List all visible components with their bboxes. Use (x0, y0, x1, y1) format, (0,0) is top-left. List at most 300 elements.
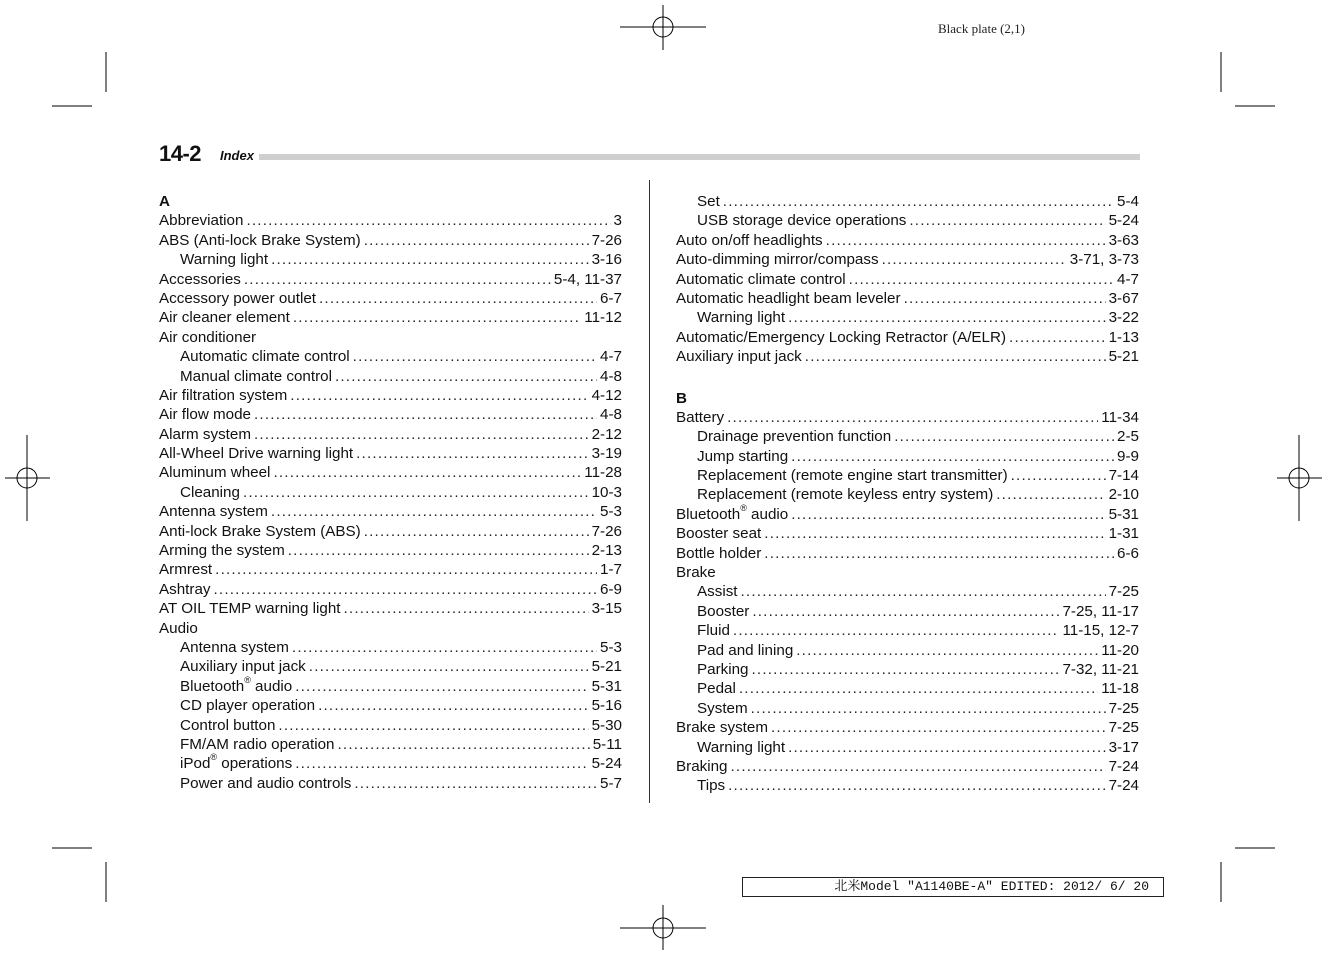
index-entry (159, 425, 622, 444)
entry-label (697, 447, 788, 466)
entry-label-text: AT OIL TEMP warning light (159, 600, 341, 618)
entry-label-text: Anti-lock Brake System (ABS) (159, 522, 361, 540)
entry-label (159, 502, 268, 521)
page-reference: 11-18 (1101, 680, 1139, 698)
dot-leader (254, 405, 597, 424)
index-entry (159, 231, 622, 250)
page-reference: 3-16 (591, 251, 622, 269)
entry-label-text: Warning light (697, 738, 786, 756)
index-entry (159, 619, 622, 638)
index-subentry (676, 660, 1139, 679)
entry-label (159, 599, 340, 618)
dot-leader (353, 347, 597, 366)
entry-label-text: Accessories (159, 270, 241, 288)
entry-label (180, 483, 240, 502)
page-reference: 5-21 (591, 658, 622, 676)
entry-label-suffix: audio (250, 677, 293, 695)
entry-label-text: Replacement (remote keyless entry system) (697, 486, 994, 504)
registered-mark: ® (740, 502, 747, 513)
dot-leader (904, 289, 1106, 308)
entry-label-text: Accessory power outlet (159, 289, 317, 307)
entry-label (180, 250, 268, 269)
index-entry (159, 463, 622, 482)
index-subentry (676, 308, 1139, 327)
page-reference: 7-25, 11-17 (1062, 602, 1139, 620)
entry-label (180, 638, 289, 657)
index-subentry (676, 192, 1139, 211)
dot-leader (290, 386, 588, 405)
dot-leader (1011, 466, 1106, 485)
index-subentry (159, 754, 622, 773)
entry-label (676, 231, 823, 250)
entry-label-text: Brake system (676, 719, 768, 737)
index-entry (676, 250, 1139, 269)
entry-label (697, 699, 748, 718)
page-reference: 6-9 (600, 580, 622, 598)
page-reference: 6-6 (1117, 544, 1139, 562)
page-reference: 2-10 (1108, 486, 1139, 504)
dot-leader (741, 582, 1106, 601)
index-entry (676, 757, 1139, 776)
dot-leader (882, 250, 1067, 269)
entry-label-text: Armrest (159, 561, 213, 579)
entry-label (159, 444, 353, 463)
index-subentry (159, 716, 622, 735)
entry-label (676, 347, 802, 366)
entry-label (697, 660, 749, 679)
entry-label (159, 386, 287, 405)
dot-leader (739, 679, 1098, 698)
entry-label-text: Aluminum wheel (159, 464, 271, 482)
index-subentry (676, 447, 1139, 466)
index-subentry (676, 485, 1139, 504)
dot-leader (244, 270, 551, 289)
page-reference: 5-3 (600, 503, 622, 521)
page-reference: 4-8 (600, 367, 622, 385)
entry-label (676, 718, 768, 737)
entry-label-text: Jump starting (697, 447, 789, 465)
dot-leader (788, 738, 1106, 757)
index-entry (159, 405, 622, 424)
index-entry (159, 599, 622, 618)
dot-leader (733, 621, 1060, 640)
dot-leader (751, 699, 1106, 718)
dot-leader (246, 211, 610, 230)
index-subentry (676, 621, 1139, 640)
entry-label (676, 524, 761, 543)
entry-label-text: Bluetooth (180, 677, 245, 695)
index-subentry (159, 735, 622, 754)
entry-label-text: Automatic climate control (676, 270, 846, 288)
dot-leader (771, 718, 1106, 737)
entry-label-text: Antenna system (159, 503, 268, 521)
index-subentry (159, 638, 622, 657)
entry-label-text: B (676, 389, 687, 407)
dot-leader (752, 660, 1060, 679)
entry-label (697, 602, 749, 621)
entry-label (697, 582, 738, 601)
page-reference: 4-7 (1117, 270, 1139, 288)
entry-label (159, 405, 251, 424)
index-subentry (159, 347, 622, 366)
dot-leader (728, 776, 1105, 795)
index-subentry (676, 466, 1139, 485)
dot-leader (254, 425, 589, 444)
page-reference: 5-4 (1117, 193, 1139, 210)
entry-label (159, 289, 316, 308)
column-divider (649, 180, 650, 803)
index-letter-heading (159, 192, 622, 211)
dot-leader (292, 638, 597, 657)
dot-leader (214, 580, 598, 599)
dot-leader (731, 757, 1106, 776)
entry-label (159, 192, 170, 211)
dot-leader (764, 544, 1114, 563)
plate-label: Black plate (2,1) (938, 21, 1025, 36)
entry-label (697, 466, 1008, 485)
entry-label (697, 192, 720, 211)
entry-label-text: Pedal (697, 680, 736, 698)
index-subentry (159, 483, 622, 502)
entry-label (697, 738, 785, 757)
index-subentry (676, 699, 1139, 718)
entry-label-text: Air cleaner element (159, 309, 290, 327)
page-reference: 4-12 (591, 386, 622, 404)
dot-leader (727, 408, 1098, 427)
dot-leader (318, 696, 589, 715)
page-reference: 7-25 (1108, 699, 1139, 717)
index-subentry (676, 679, 1139, 698)
page-reference: 7-26 (591, 231, 622, 249)
entry-label (180, 657, 306, 676)
page-reference: 3-15 (591, 600, 622, 618)
index-column-left (159, 192, 622, 793)
entry-label (697, 776, 725, 795)
entry-label-text: Air flow mode (159, 406, 252, 424)
index-subentry (676, 582, 1139, 601)
entry-label (180, 367, 332, 386)
dot-leader (796, 641, 1098, 660)
header-rule (259, 154, 1140, 160)
dot-leader (805, 347, 1106, 366)
dot-leader (278, 716, 588, 735)
index-subentry (676, 602, 1139, 621)
entry-label (159, 270, 241, 289)
dot-leader (1009, 328, 1106, 347)
index-entry (676, 289, 1139, 308)
dot-leader (894, 427, 1114, 446)
entry-label (180, 347, 350, 366)
entry-label (159, 211, 243, 230)
index-subentry (159, 657, 622, 676)
page-reference: 11-20 (1101, 641, 1139, 659)
entry-label-text: iPod (180, 755, 211, 773)
page-reference: 5-31 (1108, 505, 1139, 523)
dot-leader (909, 211, 1105, 230)
index-entry (159, 328, 622, 347)
entry-label-text: Warning light (697, 309, 786, 327)
entry-label-text: Parking (697, 660, 749, 678)
index-column-right (676, 192, 1139, 796)
dot-leader (356, 444, 588, 463)
page-reference: 7-24 (1108, 757, 1139, 775)
entry-label (159, 463, 270, 482)
dot-leader (788, 308, 1106, 327)
entry-label-text: Auxiliary input jack (180, 658, 306, 676)
page-reference: 11-12 (584, 309, 622, 327)
dot-leader (271, 250, 589, 269)
index-subentry (676, 738, 1139, 757)
entry-label (180, 754, 292, 773)
page-reference: 5-3 (600, 638, 622, 656)
dot-leader (288, 541, 589, 560)
entry-label (676, 757, 728, 776)
entry-label-text: Abbreviation (159, 212, 244, 230)
page-reference: 3-67 (1108, 289, 1139, 307)
dot-leader (791, 447, 1114, 466)
entry-label (676, 328, 1006, 347)
page-reference: 11-28 (584, 464, 622, 482)
dot-leader (343, 599, 588, 618)
index-entry (676, 270, 1139, 289)
page-reference: 3-71, 3-73 (1069, 251, 1139, 269)
page-header (159, 141, 1140, 166)
entry-label (676, 563, 716, 582)
index-subentry (676, 776, 1139, 795)
entry-label-text: Booster seat (676, 525, 762, 543)
entry-label (180, 735, 334, 754)
entry-label-text: Cleaning (180, 483, 240, 501)
dot-leader (215, 560, 597, 579)
entry-label (676, 289, 901, 308)
page-reference: 5-31 (591, 677, 622, 695)
section-title: Index (220, 148, 254, 163)
index-entry (159, 444, 622, 463)
index-entry (159, 308, 622, 327)
dot-leader (271, 502, 597, 521)
index-entry (159, 270, 622, 289)
index-entry (159, 386, 622, 405)
entry-label (676, 408, 724, 427)
page-reference: 11-34 (1101, 408, 1139, 426)
entry-label-text: All-Wheel Drive warning light (159, 445, 354, 463)
entry-label-text: Power and audio controls (180, 774, 352, 792)
entry-label (180, 774, 351, 793)
dot-leader (293, 308, 581, 327)
entry-label-text: Set (697, 193, 720, 210)
entry-label-text: System (697, 699, 748, 717)
entry-label-text: Automatic headlight beam leveler (676, 289, 901, 307)
entry-label-text: A (159, 193, 170, 210)
entry-label-text: Brake (676, 564, 716, 582)
entry-label-text: Bluetooth (676, 505, 741, 523)
entry-label (697, 308, 785, 327)
index-subentry (159, 250, 622, 269)
page-reference: 3-22 (1108, 309, 1139, 327)
index-entry (676, 347, 1139, 366)
index-entry (159, 289, 622, 308)
entry-label (697, 211, 906, 230)
index-entry (676, 718, 1139, 737)
entry-label-text: FM/AM radio operation (180, 735, 335, 753)
entry-label (697, 485, 993, 504)
index-subentry (159, 774, 622, 793)
dot-leader (335, 367, 597, 386)
entry-label-text: Audio (159, 619, 198, 637)
entry-label-text: Bottle holder (676, 544, 762, 562)
index-subentry (676, 641, 1139, 660)
entry-label-text: Automatic climate control (180, 348, 350, 366)
index-entry (159, 522, 622, 541)
dot-leader (849, 270, 1114, 289)
dot-leader (319, 289, 597, 308)
entry-label (159, 560, 212, 579)
page-reference: 10-3 (591, 483, 622, 501)
entry-label (159, 580, 211, 599)
entry-label (676, 502, 789, 524)
page-reference: 6-7 (600, 289, 622, 307)
index-letter-heading (676, 389, 1139, 408)
page-reference: 2-12 (591, 425, 622, 443)
page-reference: 5-24 (591, 755, 622, 773)
entry-label-text: Warning light (180, 251, 269, 269)
entry-label-text: Replacement (remote engine start transmitter) (697, 467, 1008, 485)
section-gap (676, 367, 1139, 389)
page-reference: 3-17 (1108, 738, 1139, 756)
dot-leader (295, 677, 588, 696)
dot-leader (764, 524, 1105, 543)
entry-label (180, 716, 275, 735)
dot-leader (243, 483, 589, 502)
entry-label-text: Air filtration system (159, 386, 288, 404)
entry-label-suffix: operations (217, 755, 293, 773)
page-reference: 3 (613, 212, 622, 230)
dot-leader (364, 231, 589, 250)
entry-label (676, 389, 687, 408)
entry-label-text: Auxiliary input jack (676, 348, 802, 366)
entry-label-text: Pad and lining (697, 641, 794, 659)
entry-label-text: Alarm system (159, 425, 251, 443)
index-entry (159, 502, 622, 521)
entry-label (697, 621, 730, 640)
entry-label-text: USB storage device operations (697, 212, 907, 230)
entry-label (180, 696, 315, 715)
entry-label (180, 674, 293, 696)
page-reference: 3-63 (1108, 231, 1139, 249)
entry-label-text: Fluid (697, 622, 730, 640)
entry-label-text: Auto-dimming mirror/compass (676, 251, 879, 269)
page-reference: 4-8 (600, 406, 622, 424)
entry-label-text: Air conditioner (159, 328, 257, 346)
dot-leader (723, 192, 1114, 211)
dot-leader (354, 774, 597, 793)
index-entry (676, 408, 1139, 427)
page-reference: 9-9 (1117, 447, 1139, 465)
dot-leader (826, 231, 1106, 250)
index-entry (159, 211, 622, 230)
page-reference: 4-7 (600, 348, 622, 366)
entry-label-text: Braking (676, 757, 728, 775)
page-reference: 5-4, 11-37 (553, 270, 622, 288)
page-reference: 1-7 (600, 561, 622, 579)
entry-label (159, 231, 361, 250)
entry-label-text: Auto on/off headlights (676, 231, 823, 249)
entry-label-text: Tips (697, 777, 726, 795)
entry-label (159, 425, 251, 444)
entry-label-text: Antenna system (180, 638, 289, 656)
dot-leader (273, 463, 581, 482)
page-reference: 7-25 (1108, 583, 1139, 601)
page-reference: 5-30 (591, 716, 622, 734)
registered-mark: ® (210, 752, 218, 763)
index-subentry (159, 367, 622, 386)
page-reference: 5-11 (592, 735, 622, 753)
entry-label-text: Assist (697, 583, 738, 601)
page-reference: 7-32, 11-21 (1062, 660, 1139, 678)
page-reference: 2-13 (591, 542, 622, 560)
entry-label (159, 541, 285, 560)
index-entry (159, 541, 622, 560)
entry-label-text: Automatic/Emergency Locking Retractor (A/ELR) (676, 328, 1007, 346)
index-subentry (159, 674, 622, 696)
dot-leader (364, 522, 589, 541)
edition-footer: 北米Model "A1140BE-A" EDITED: 2012/ 6/ 20 (742, 877, 1164, 897)
page-reference: 11-15, 12-7 (1062, 622, 1139, 640)
entry-label (676, 250, 879, 269)
entry-label (159, 308, 290, 327)
entry-label (697, 679, 736, 698)
dot-leader (791, 505, 1105, 524)
dot-leader (752, 602, 1059, 621)
index-entry (676, 231, 1139, 250)
index-entry (159, 560, 622, 579)
dot-leader (295, 754, 588, 773)
index-entry (676, 544, 1139, 563)
entry-label (697, 427, 891, 446)
index-entry (159, 580, 622, 599)
entry-label-text: Booster (697, 602, 750, 620)
index-subentry (676, 427, 1139, 446)
page-reference: 7-26 (591, 522, 622, 540)
page-reference: 3-19 (591, 445, 622, 463)
entry-label-text: Ashtray (159, 580, 211, 598)
page-number: 14-2 (159, 141, 202, 166)
index-entry (676, 328, 1139, 347)
index-subentry (676, 211, 1139, 230)
entry-label-text: ABS (Anti-lock Brake System) (159, 231, 361, 249)
dot-leader (996, 485, 1105, 504)
page-reference: 5-21 (1108, 348, 1139, 366)
page-reference: 2-5 (1117, 428, 1139, 446)
dot-leader (337, 735, 589, 754)
page-reference: 7-25 (1108, 719, 1139, 737)
entry-label-text: Control button (180, 716, 276, 734)
entry-label-text: Battery (676, 408, 725, 426)
entry-label (159, 328, 256, 347)
entry-label-suffix: audio (746, 505, 789, 523)
page-reference: 5-16 (591, 697, 622, 715)
entry-label-text: Arming the system (159, 542, 285, 560)
page-reference: 5-24 (1108, 212, 1139, 230)
registered-mark: ® (244, 674, 251, 685)
entry-label (676, 544, 761, 563)
index-entry (676, 502, 1139, 524)
entry-label-text: Drainage prevention function (697, 428, 892, 446)
index-subentry (159, 696, 622, 715)
page-reference: 7-14 (1108, 467, 1139, 485)
page-reference: 7-24 (1108, 777, 1139, 795)
dot-leader (309, 657, 589, 676)
